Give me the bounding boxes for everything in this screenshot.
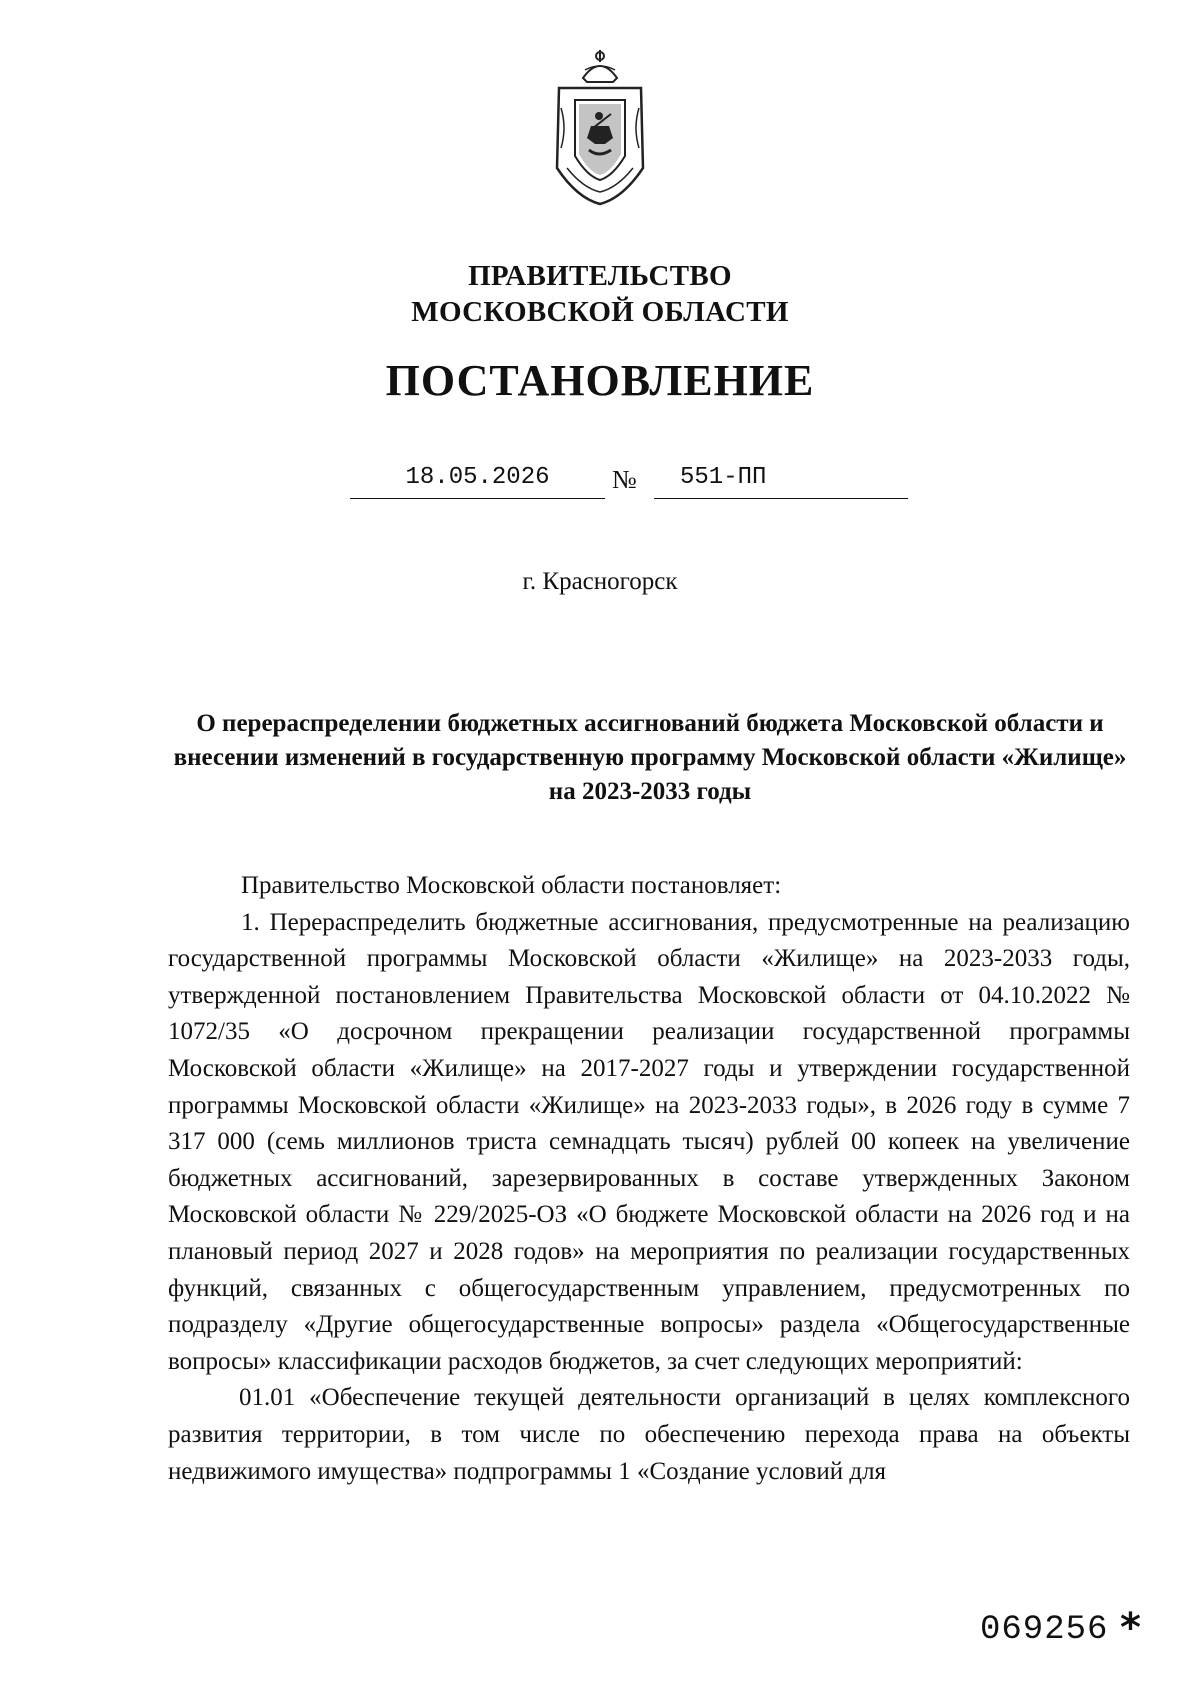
city-name: г. Красногорск — [522, 568, 678, 595]
body-paragraph: Правительство Московской области постановляет: — [241, 872, 782, 899]
star-mark: * — [1120, 1605, 1141, 1651]
document-title: О перераспределении бюджетных ассигнований бюджета Московской области и внесении изменений в государственную программу Московской области «Жилище» на 2023-2033 годы — [173, 710, 1127, 805]
number-sign: № — [612, 465, 637, 494]
org-name-line2: МОСКОВСКОЙ ОБЛАСТИ — [411, 296, 789, 328]
number-underline — [654, 498, 908, 499]
document-type: ПОСТАНОВЛЕНИЕ — [385, 356, 815, 405]
org-name-line1: ПРАВИТЕЛЬСТВО — [468, 260, 732, 292]
document-number: 551-ПП — [680, 464, 767, 491]
coat-of-arms-icon — [553, 48, 647, 206]
date-underline — [350, 498, 605, 499]
document-date: 18.05.2026 — [405, 464, 550, 491]
body-paragraph: 01.01 «Обеспечение текущей деятельности организаций в целях комплексного развития территории, в том числе по обеспечению перехода права на объекты недвижимого имущества» подпрограммы 1 «Создание условий для — [168, 1384, 1130, 1485]
serial-number: 069256 — [980, 1611, 1109, 1649]
document-body — [168, 868, 1130, 1490]
body-paragraph: 1. Перераспределить бюджетные ассигнования, предусмотренные на реализацию государственной программы Московской области «Жилище» на 2023-2033 годы, утвержденной постановлением Правительства Московской области от 04.10.2022 № 1072/35 «О досрочном прекращении реализации государственной программы Московской области «Жилище» на 2017-2027 годы и утверждении государственной программы Московской области «Жилище» на 2023-2033 годы», в 2026 году в сумме 7 317 000 (семь миллионов триста семнадцать тысяч) рублей 00 копеек на увеличение бюджетных ассигнований, зарезервированных в составе утвержденных Законом Московской области № 229/2025-ОЗ «О бюджете Московской области на 2026 год и на плановый период 2027 и 2028 годов» на мероприятия по реализации государственных функций, связанных с общегосударственным управлением, предусмотренных по подразделу «Другие общегосударственные вопросы» раздела «Общегосударственные вопросы» классификации расходов бюджетов, за счет следующих мероприятий: — [168, 908, 1130, 1375]
